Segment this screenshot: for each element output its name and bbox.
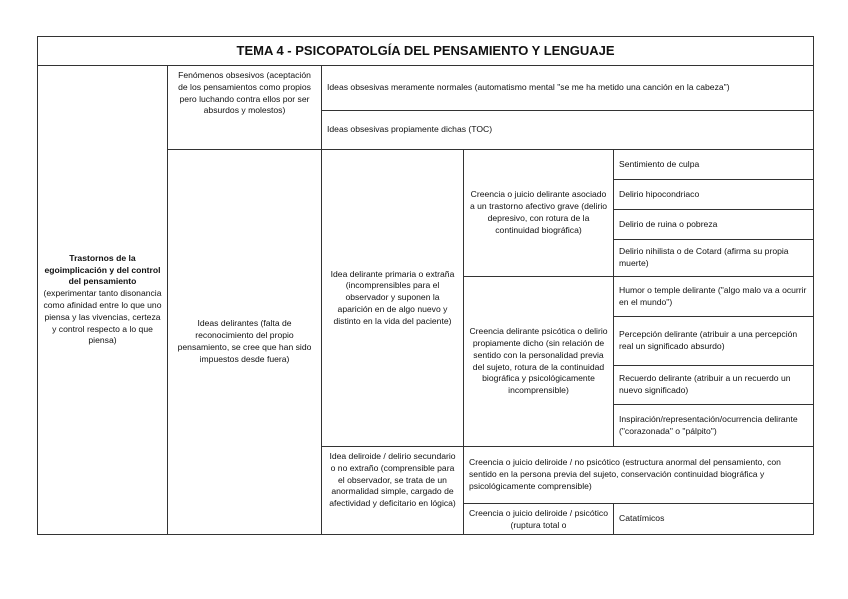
psicotico-item: Humor o temple delirante ("algo malo va a ocurrir en el mundo") — [614, 277, 814, 317]
obsesivas-normales: Ideas obsesivas meramente normales (automatismo mental "se me ha metido una canción en la cabeza") — [322, 66, 814, 111]
psicotico-item: Recuerdo delirante (atribuir a un recuerdo un nuevo significado) — [614, 366, 814, 405]
psicotico-item: Percepción delirante (atribuir a una percepción real un significado absurdo) — [614, 317, 814, 366]
deliroide-psicotico: Creencia o juicio deliroide / psicótico (ruptura total o — [464, 504, 614, 535]
catatimicos: Catatímicos — [614, 504, 814, 535]
obsesivas-toc: Ideas obsesivas propiamente dichas (TOC) — [322, 111, 814, 150]
afectivo-item: Delirio de ruina o pobreza — [614, 210, 814, 240]
obsesivos-label: Fenómenos obsesivos (aceptación de los pensamientos como propios pero luchando contra ellos por ser absurdos y molestos) — [168, 66, 322, 150]
afectivo-item: Delirio nihilista o de Cotard (afirma su propia muerte) — [614, 240, 814, 277]
egoimplicacion-cell — [38, 66, 168, 535]
psicopatologia-table — [37, 36, 814, 535]
secundaria-label: Idea deliroide / delirio secundario o no extraño (comprensible para el observador, se trata de un anormalidad simple, cargado de afectividad y deficitario en lógica) — [322, 447, 464, 535]
deliroide-no-psicotico: Creencia o juicio deliroide / no psicótico (estructura anormal del pensamiento, con sentido en la persona previa del sujeto, conservación continuidad biográfica y psicológicamente comprensible) — [464, 447, 814, 504]
psicotico-label: Creencia delirante psicótica o delirio propiamente dicho (sin relación de sentido con la personalidad previa del sujeto, rotura de la continuidad biográfica y psicológicamente incomprensible) — [464, 277, 614, 447]
afectivo-item: Sentimiento de culpa — [614, 150, 814, 180]
egoimplicacion-heading: Trastornos de la egoimplicación y del control del pensamiento — [44, 252, 161, 287]
delirantes-label: Ideas delirantes (falta de reconocimiento del propio pensamiento, se cree que han sido impuestos desde fuera) — [168, 150, 322, 535]
egoimplicacion-text: (experimentar tanto disonancia como afinidad entre lo que uno piensa y las vivencias, certeza y control respecto a lo que piensa) — [43, 288, 162, 346]
table-title: TEMA 4 - PSICOPATOLGÍA DEL PENSAMIENTO Y LENGUAJE — [38, 37, 814, 66]
afectivo-label: Creencia o juicio delirante asociado a un trastorno afectivo grave (delirio depresivo, con rotura de la continuidad biográfica) — [464, 150, 614, 277]
primaria-label: Idea delirante primaria o extraña (incomprensibles para el observador y suponen la aparición en de algo nuevo y distinto en la vida del paciente) — [322, 150, 464, 447]
psicotico-item: Inspiración/representación/ocurrencia delirante ("corazonada" o "pálpito") — [614, 405, 814, 447]
afectivo-item: Delirio hipocondriaco — [614, 180, 814, 210]
